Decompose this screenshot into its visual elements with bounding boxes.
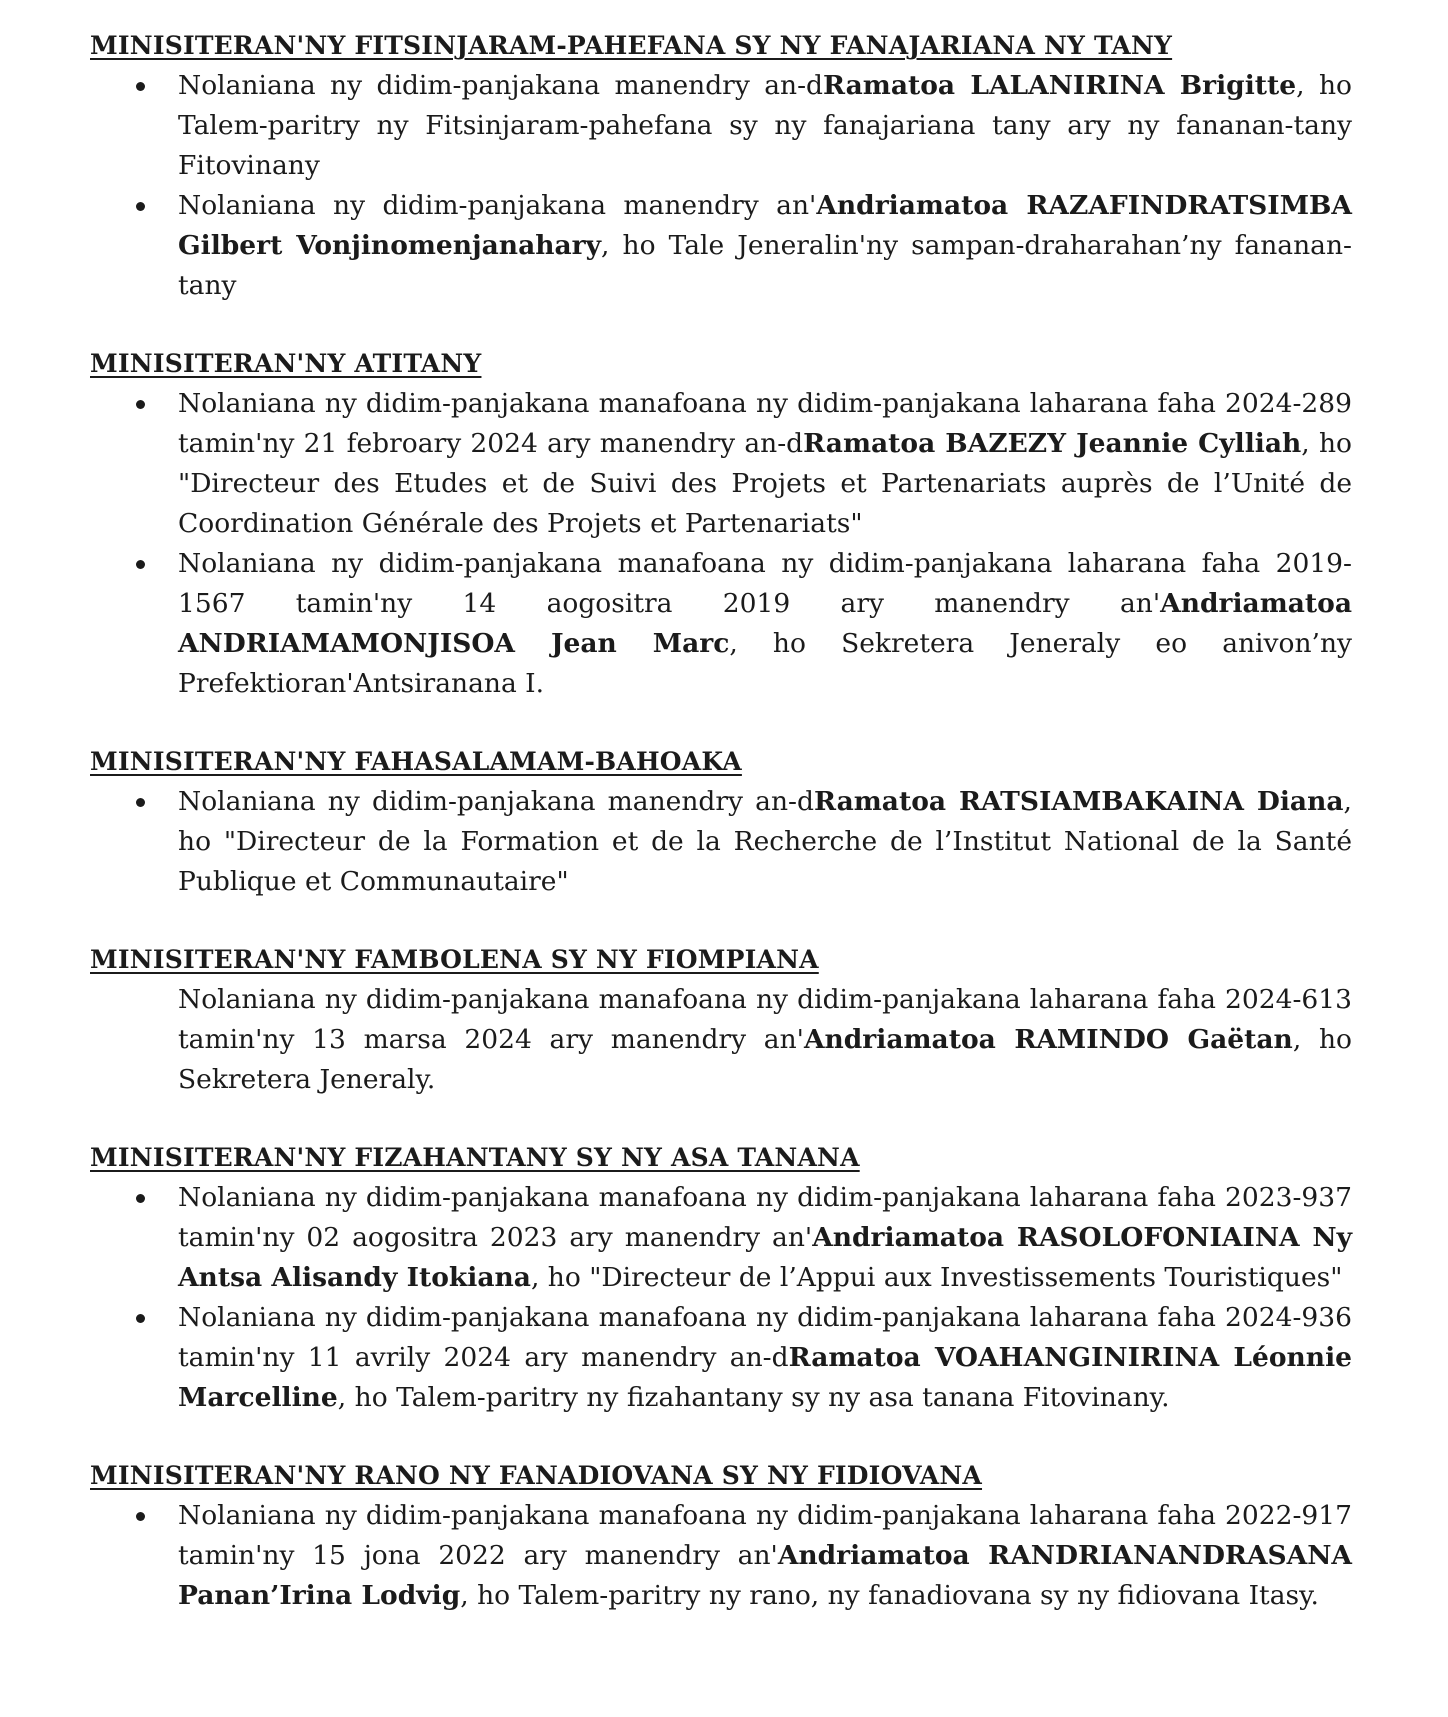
item-text-end: , ho Talem-paritry ny rano, ny fanadiovana sy ny fidiovana Itasy. <box>460 1580 1319 1611</box>
decision-list <box>90 384 1352 704</box>
section-heading: MINISITERAN'NY ATITANY <box>90 349 482 378</box>
section-rano <box>90 1456 1352 1616</box>
appointee-name: Andriamatoa RASOLOFONIAINA Ny Antsa Alisandy Itokiana <box>178 1222 1352 1293</box>
list-item <box>90 1298 1352 1418</box>
list-item <box>90 66 1352 186</box>
appointee-name: Andriamatoa RANDRIANANDRASANA Panan’Irina Lodvig <box>178 1540 1352 1611</box>
item-text: Nolaniana ny didim-panjakana manafoana ny didim-panjakana laharana faha 2019-1567 tamin'ny 14 aogositra 2019 ary manendry an' <box>178 548 1352 619</box>
item-text: Nolaniana ny didim-panjakana manafoana ny didim-panjakana laharana faha 2022-917 tamin'ny 15 jona 2022 ary manendry an' <box>178 1500 1352 1571</box>
section-fizahantany <box>90 1138 1352 1418</box>
appointee-name: Ramatoa RATSIAMBAKAINA Diana <box>813 786 1344 817</box>
bullet-icon <box>136 798 145 807</box>
list-item <box>90 186 1352 306</box>
bullet-icon <box>136 1194 145 1203</box>
item-text: Nolaniana ny didim-panjakana manafoana ny didim-panjakana laharana faha 2023-937 tamin'ny 02 aogositra 2023 ary manendry an' <box>178 1182 1352 1253</box>
item-text-end: , ho Sekretera Jeneraly eo anivon’ny Prefektioran'Antsiranana I. <box>178 628 1352 699</box>
section-heading: MINISITERAN'NY FAHASALAMAM-BAHOAKA <box>90 747 742 776</box>
section-heading: MINISITERAN'NY FAMBOLENA SY NY FIOMPIANA <box>90 945 819 974</box>
section-atitany <box>90 344 1352 704</box>
item-text-end: , ho Talem-paritry ny fizahantany sy ny asa tanana Fitovinany. <box>337 1382 1170 1413</box>
bullet-icon <box>136 400 145 409</box>
list-item <box>90 544 1352 704</box>
decision-list <box>90 1496 1352 1616</box>
section-heading: MINISITERAN'NY RANO NY FANADIOVANA SY NY FIDIOVANA <box>90 1461 983 1490</box>
item-text: Nolaniana ny didim-panjakana manafoana ny didim-panjakana laharana faha 2024-613 tamin'ny 13 marsa 2024 ary manendry an' <box>178 984 1352 1055</box>
section-fambolena <box>90 940 1352 1100</box>
section-fahasalamam-bahoaka <box>90 742 1352 902</box>
decision-list <box>90 782 1352 902</box>
bullet-icon <box>136 560 145 569</box>
list-item <box>90 980 1352 1100</box>
item-text: Nolaniana ny didim-panjakana manendry an-d <box>178 786 814 817</box>
appointee-name: Ramatoa VOAHANGINIRINA Léonnie Marcelline <box>178 1342 1352 1413</box>
bullet-icon <box>136 82 145 91</box>
decision-list <box>90 66 1352 306</box>
decision-list <box>90 1178 1352 1418</box>
section-heading: MINISITERAN'NY FIZAHANTANY SY NY ASA TANANA <box>90 1143 860 1172</box>
item-text: Nolaniana ny didim-panjakana manendry an' <box>178 190 817 221</box>
bullet-icon <box>136 1314 145 1323</box>
appointee-name: Andriamatoa RAZAFINDRATSIMBA Gilbert Vonjinomenjanahary <box>178 190 1352 261</box>
list-item <box>90 384 1352 544</box>
list-item <box>90 782 1352 902</box>
item-text: Nolaniana ny didim-panjakana manendry an-d <box>178 70 823 101</box>
item-text-end: , ho Sekretera Jeneraly. <box>178 1024 1353 1095</box>
bullet-icon <box>136 1512 145 1521</box>
appointee-name: Ramatoa BAZEZY Jeannie Cylliah <box>803 428 1302 459</box>
list-item <box>90 1496 1352 1616</box>
appointee-name: Ramatoa LALANIRINA Brigitte <box>823 70 1297 101</box>
decision-list <box>90 980 1352 1100</box>
item-text-end: , ho "Directeur de l’Appui aux Investissements Touristiques" <box>530 1262 1343 1293</box>
appointee-name: Andriamatoa ANDRIAMAMONJISOA Jean Marc <box>178 588 1352 659</box>
appointee-name: Andriamatoa RAMINDO Gaëtan <box>803 1024 1293 1055</box>
item-text: Nolaniana ny didim-panjakana manafoana ny didim-panjakana laharana faha 2024-936 tamin'ny 11 avrily 2024 ary manendry an-d <box>178 1302 1352 1373</box>
item-text: Nolaniana ny didim-panjakana manafoana ny didim-panjakana laharana faha 2024-289 tamin'ny 21 febroary 2024 ary manendry an-d <box>178 388 1352 459</box>
bullet-icon <box>136 202 145 211</box>
item-text-end: , ho Talem-paritry ny Fitsinjaram-pahefana sy ny fanajariana tany ary ny fananan-tany Fitovinany <box>178 70 1352 181</box>
section-heading: MINISITERAN'NY FITSINJARAM-PAHEFANA SY NY FANAJARIANA NY TANY <box>90 31 1173 60</box>
section-fitsinjaram-pahefana <box>90 26 1352 306</box>
item-text-end: , ho "Directeur de la Formation et de la Recherche de l’Institut National de la Santé Publique et Communautaire" <box>178 786 1352 897</box>
item-text-end: , ho Tale Jeneralin'ny sampan-draharahan’ny fananan-tany <box>178 230 1352 301</box>
list-item <box>90 1178 1352 1298</box>
item-text-end: , ho "Directeur des Etudes et de Suivi des Projets et Partenariats auprès de l’Unité de Coordination Générale des Projets et Partenariats" <box>178 428 1352 539</box>
